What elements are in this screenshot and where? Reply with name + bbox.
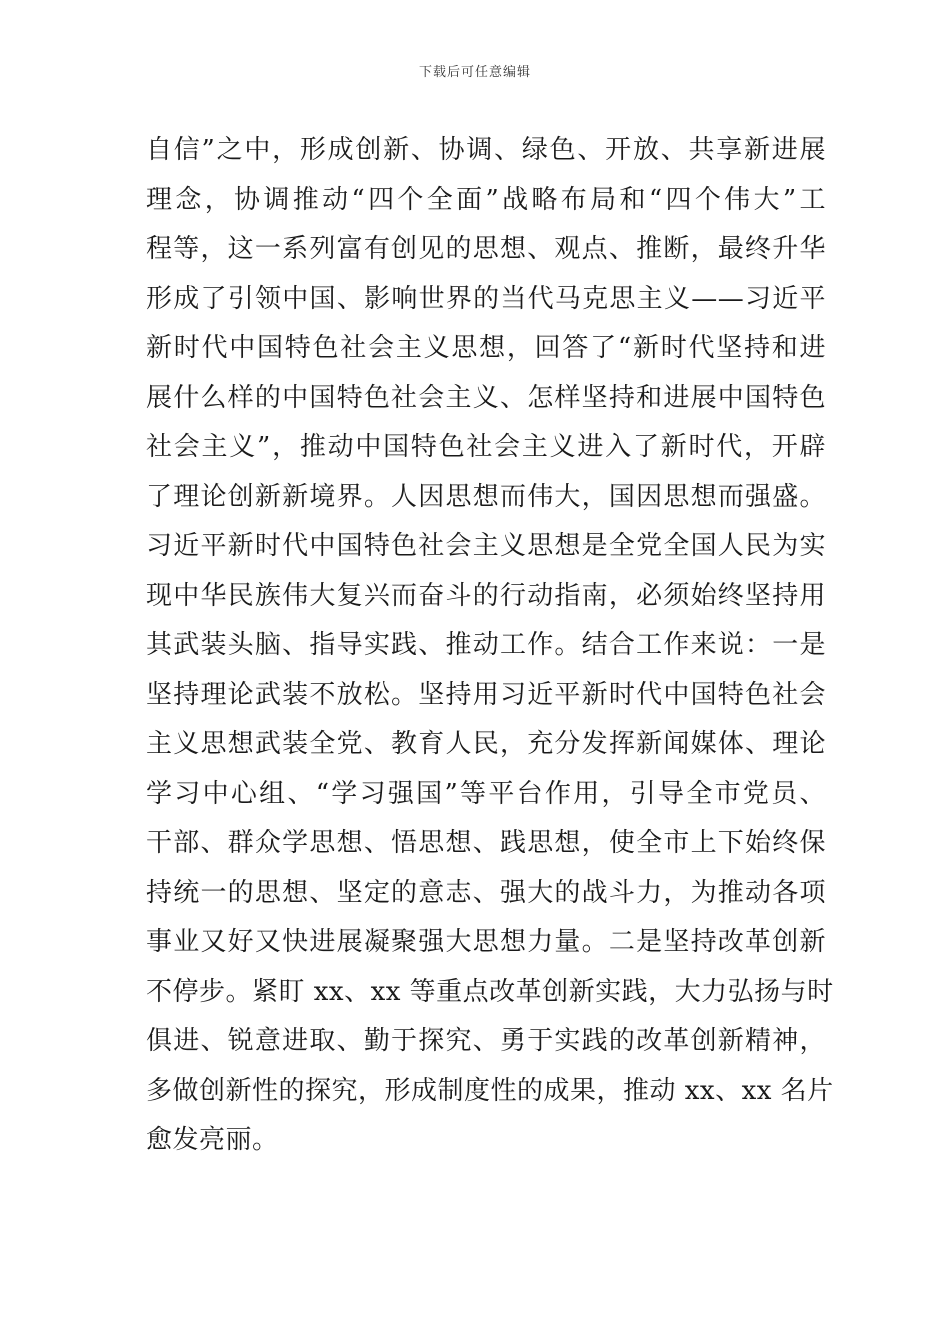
text-line: 主义思想武装全党、教育人民，充分发挥新闻媒体、理论: [146, 729, 826, 759]
text-line: 了理论创新新境界。人因思想而伟大，国因思想而强盛。: [146, 481, 826, 512]
text-line: 展什么样的中国特色社会主义、怎样坚持和进展中国特色: [146, 382, 826, 413]
text-line: 理念，协调推动“四个全面”战略布局和“四个伟大”工: [146, 184, 826, 215]
text-line: 形成了引领中国、影响世界的当代马克思主义——习近平: [146, 283, 826, 314]
text-line: 自信”之中，形成创新、协调、绿色、开放、共享新进展: [146, 135, 826, 165]
text-line: 持统一的思想、坚定的意志、强大的战斗力，为推动各项: [146, 877, 826, 908]
text-line: 愈发亮丽。: [146, 1125, 279, 1155]
text-line: 多做创新性的探究，形成制度性的成果，推动 xx、xx 名片: [146, 1075, 834, 1106]
text-line: 事业又好又快进展凝聚强大思想力量。二是坚持改革创新: [146, 927, 826, 957]
text-line: 习近平新时代中国特色社会主义思想是全党全国人民为实: [146, 531, 826, 561]
text-line: 新时代中国特色社会主义思想，回答了“新时代坚持和进: [146, 333, 826, 363]
body-paragraph: [146, 126, 834, 1166]
text-line: 坚持理论武装不放松。坚持用习近平新时代中国特色社会: [146, 679, 826, 710]
text-line: 程等，这一系列富有创见的思想、观点、推断，最终升华: [146, 234, 826, 264]
text-line: 不停步。紧盯 xx、xx 等重点改革创新实践，大力弘扬与时: [146, 976, 834, 1007]
text-line: 现中华民族伟大复兴而奋斗的行动指南，必须始终坚持用: [146, 580, 826, 611]
text-line: 社会主义”，推动中国特色社会主义进入了新时代，开辟: [146, 432, 826, 462]
text-line: 俱进、锐意进取、勤于探究、勇于实践的改革创新精神，: [146, 1026, 826, 1056]
text-line: 其武装头脑、指导实践、推动工作。结合工作来说：一是: [146, 630, 826, 660]
text-line: 学习中心组、“学习强国”等平台作用，引导全市党员、: [146, 778, 826, 809]
text-line: 干部、群众学思想、悟思想、践思想，使全市上下始终保: [146, 828, 826, 858]
header-note: 下载后可任意编辑: [418, 65, 531, 80]
